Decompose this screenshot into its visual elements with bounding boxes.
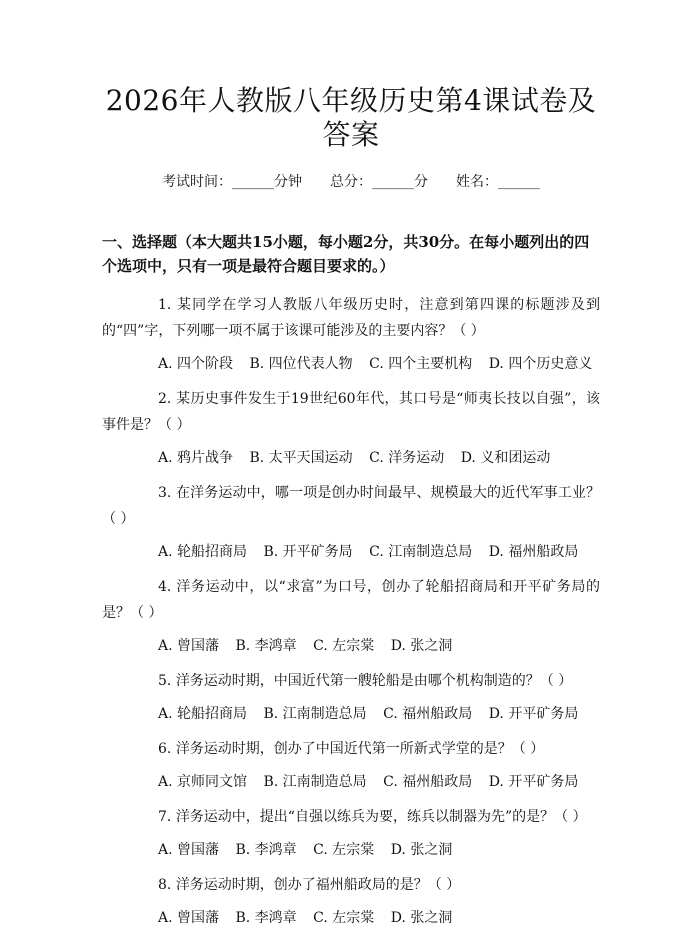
page-title: 2026年人教版八年级历史第4课试卷及答案 <box>105 84 597 151</box>
option-d[interactable]: D. 四个历史意义 <box>488 356 593 372</box>
option-a[interactable]: A. 鸦片战争 <box>158 450 234 466</box>
question-number: 5. <box>158 673 172 689</box>
option-b[interactable]: B. 四位代表人物 <box>249 356 353 372</box>
question-options <box>102 702 600 726</box>
question-number: 2. <box>158 391 172 407</box>
question-text: 洋务运动中，以“求富”为口号，创办了轮船招商局和开平矿务局的是？（ ） <box>102 579 600 621</box>
option-c[interactable]: C. 福州船政局 <box>383 774 473 790</box>
question-stem <box>102 872 600 898</box>
option-a[interactable]: A. 轮船招商局 <box>158 706 248 722</box>
exam-time: 考试时间：______分钟 <box>162 174 302 190</box>
question-list <box>102 292 600 930</box>
question-stem <box>102 668 600 694</box>
option-d[interactable]: D. 义和团运动 <box>460 450 551 466</box>
option-d[interactable]: D. 张之洞 <box>390 842 453 858</box>
question-item-3 <box>102 480 600 564</box>
question-number: 7. <box>158 809 172 825</box>
question-options <box>102 446 600 470</box>
option-c[interactable]: C. 左宗棠 <box>313 910 375 926</box>
option-d[interactable]: D. 福州船政局 <box>488 544 579 560</box>
question-options <box>102 906 600 930</box>
question-number: 8. <box>158 877 172 893</box>
option-b[interactable]: B. 江南制造总局 <box>263 706 367 722</box>
question-options <box>102 634 600 658</box>
question-stem <box>102 292 600 344</box>
question-item-5 <box>102 668 600 726</box>
question-number: 4. <box>158 579 172 595</box>
option-d[interactable]: D. 张之洞 <box>390 638 453 654</box>
question-item-4 <box>102 574 600 658</box>
question-text: 洋务运动时期，创办了中国近代第一所新式学堂的是？（ ） <box>175 741 545 757</box>
option-b[interactable]: B. 江南制造总局 <box>263 774 367 790</box>
question-number: 6. <box>158 741 172 757</box>
option-c[interactable]: C. 四个主要机构 <box>369 356 473 372</box>
question-number: 1. <box>158 297 172 313</box>
option-d[interactable]: D. 张之洞 <box>390 910 453 926</box>
question-stem <box>102 574 600 626</box>
question-text: 洋务运动时期，创办了福州船政局的是？（ ） <box>175 877 461 893</box>
option-a[interactable]: A. 轮船招商局 <box>158 544 248 560</box>
question-options <box>102 838 600 862</box>
option-c[interactable]: C. 江南制造总局 <box>369 544 473 560</box>
question-item-7 <box>102 804 600 862</box>
question-text: 某同学在学习人教版八年级历史时，注意到第四课的标题涉及到的“四”字，下列哪一项不属于该课可能涉及的主要内容？（ ） <box>102 297 601 339</box>
total-score: 总分：______分 <box>330 174 428 190</box>
option-d[interactable]: D. 开平矿务局 <box>488 774 579 790</box>
option-b[interactable]: B. 李鸿章 <box>235 842 297 858</box>
question-text: 在洋务运动中，哪一项是创办时间最早、规模最大的近代军事工业？（ ） <box>102 485 600 527</box>
section-header: 一、选择题（本大题共15小题，每小题2分，共30分。在每小题列出的四个选项中，只有一项是最符合题目要求的。） <box>102 233 590 275</box>
student-name: 姓名：______ <box>456 174 540 190</box>
option-d[interactable]: D. 开平矿务局 <box>488 706 579 722</box>
option-c[interactable]: C. 左宗棠 <box>313 638 375 654</box>
question-item-8 <box>102 872 600 930</box>
question-stem <box>102 804 600 830</box>
option-a[interactable]: A. 曾国藩 <box>158 638 220 654</box>
question-item-6 <box>102 736 600 794</box>
option-b[interactable]: B. 李鸿章 <box>235 638 297 654</box>
exam-meta <box>102 172 600 192</box>
option-c[interactable]: C. 福州船政局 <box>383 706 473 722</box>
question-stem <box>102 736 600 762</box>
question-text: 洋务运动中，提出“自强以练兵为要，练兵以制器为先”的是？（ ） <box>175 809 587 825</box>
option-b[interactable]: B. 开平矿务局 <box>263 544 353 560</box>
option-b[interactable]: B. 太平天国运动 <box>249 450 353 466</box>
option-c[interactable]: C. 左宗棠 <box>313 842 375 858</box>
question-stem <box>102 480 600 532</box>
question-options <box>102 352 600 376</box>
question-stem <box>102 386 600 438</box>
option-a[interactable]: A. 曾国藩 <box>158 842 220 858</box>
question-number: 3. <box>158 485 172 501</box>
option-a[interactable]: A. 四个阶段 <box>158 356 234 372</box>
question-item-2 <box>102 386 600 470</box>
question-text: 洋务运动时期，中国近代第一艘轮船是由哪个机构制造的？（ ） <box>175 673 573 689</box>
option-b[interactable]: B. 李鸿章 <box>235 910 297 926</box>
option-c[interactable]: C. 洋务运动 <box>369 450 445 466</box>
option-a[interactable]: A. 曾国藩 <box>158 910 220 926</box>
question-options <box>102 540 600 564</box>
question-options <box>102 770 600 794</box>
option-a[interactable]: A. 京师同文馆 <box>158 774 248 790</box>
question-text: 某历史事件发生于19世纪60年代，其口号是“师夷长技以自强”，该事件是？（ ） <box>102 391 600 433</box>
question-item-1 <box>102 292 600 376</box>
